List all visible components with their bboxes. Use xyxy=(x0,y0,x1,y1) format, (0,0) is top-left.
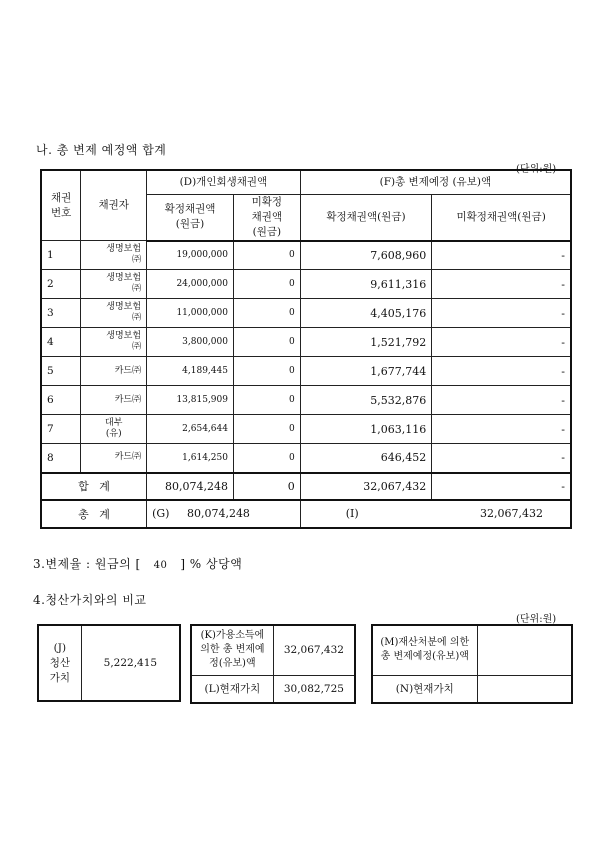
header-creditor-no: 채권 번호 xyxy=(41,170,81,241)
d-confirmed-value: 13,815,909 xyxy=(147,386,234,415)
row-no: 3 xyxy=(41,299,81,328)
creditor-name: 카드㈜ xyxy=(81,444,147,473)
i-label: (I) xyxy=(345,507,359,520)
unit-label: (단위:원) xyxy=(516,164,557,175)
subtotal-row xyxy=(41,473,571,500)
available-income-box xyxy=(190,624,356,704)
d-confirmed-value: 2,654,644 xyxy=(147,415,234,444)
f-confirmed-value: 9,611,316 xyxy=(300,270,432,299)
header-group-f: (F)총 변제예정 (유보)액 xyxy=(300,170,571,194)
d-unconfirmed-value: 0 xyxy=(233,299,300,328)
j-label: (J) 청산 가치 xyxy=(38,625,81,701)
creditor-name: 카드㈜ xyxy=(81,386,147,415)
creditor-name: 생명보험 ㈜ xyxy=(81,241,147,270)
table-row xyxy=(41,415,571,444)
table-row xyxy=(41,386,571,415)
section4-title: 4.청산가치와의 비교 xyxy=(33,593,147,607)
f-unconfirmed-value: - xyxy=(432,328,571,357)
subtotal-label: 합 계 xyxy=(41,473,147,500)
header-d-confirmed: 확정채권액 (원금) xyxy=(147,194,234,241)
liquidation-value-box xyxy=(37,624,181,702)
header-f-unconfirmed: 미확정채권액(원금) xyxy=(432,194,571,241)
rate-prefix: 3.변제율 : 원금의 [ xyxy=(33,557,141,571)
d-unconfirmed-value: 0 xyxy=(233,386,300,415)
d-confirmed-value: 3,800,000 xyxy=(147,328,234,357)
row-no: 7 xyxy=(41,415,81,444)
f-confirmed-value: 1,521,792 xyxy=(300,328,432,357)
d-confirmed-value: 1,614,250 xyxy=(147,444,234,473)
m-label: (M)재산처분에 의한 총 변제예정(유보)액 xyxy=(372,625,477,675)
row-no: 6 xyxy=(41,386,81,415)
f-unconfirmed-value: - xyxy=(432,270,571,299)
subtotal-f-unconfirmed: - xyxy=(432,473,571,500)
j-value: 5,222,415 xyxy=(81,625,180,701)
d-unconfirmed-value: 0 xyxy=(233,328,300,357)
repayment-rate-line xyxy=(33,555,242,572)
table-row xyxy=(41,241,571,270)
d-unconfirmed-value: 0 xyxy=(233,270,300,299)
asset-disposal-box xyxy=(371,624,573,704)
grand-total-row xyxy=(41,500,571,528)
f-unconfirmed-value: - xyxy=(432,299,571,328)
f-unconfirmed-value: - xyxy=(432,241,571,270)
f-confirmed-value: 7,608,960 xyxy=(300,241,432,270)
f-unconfirmed-value: - xyxy=(432,357,571,386)
f-unconfirmed-value: - xyxy=(432,415,571,444)
g-value: 80,074,248 xyxy=(186,507,250,520)
creditor-name: 카드㈜ xyxy=(81,357,147,386)
row-no: 4 xyxy=(41,328,81,357)
rate-suffix: ] % 상당액 xyxy=(180,557,243,571)
f-confirmed-value: 1,677,744 xyxy=(300,357,432,386)
table-row xyxy=(41,444,571,473)
d-confirmed-value: 4,189,445 xyxy=(147,357,234,386)
unit-label-2: (단위:원) xyxy=(516,614,557,625)
m-value xyxy=(477,625,572,675)
f-confirmed-value: 4,405,176 xyxy=(300,299,432,328)
subtotal-d-unconfirmed: 0 xyxy=(233,473,300,500)
k-label: (K)가용소득에 의한 총 변제예 정(유보)액 xyxy=(191,625,273,675)
d-unconfirmed-value: 0 xyxy=(233,241,300,270)
rate-value: 40 xyxy=(153,560,168,571)
i-value: 32,067,432 xyxy=(480,507,543,520)
n-label: (N)현재가치 xyxy=(372,675,477,703)
row-no: 5 xyxy=(41,357,81,386)
n-value xyxy=(477,675,572,703)
f-confirmed-value: 1,063,116 xyxy=(300,415,432,444)
creditor-name: 생명보험 ㈜ xyxy=(81,270,147,299)
table-row xyxy=(41,328,571,357)
row-no: 2 xyxy=(41,270,81,299)
subtotal-d-confirmed: 80,074,248 xyxy=(147,473,234,500)
creditor-name: 생명보험 ㈜ xyxy=(81,328,147,357)
table-row xyxy=(41,357,571,386)
d-confirmed-value: 11,000,000 xyxy=(147,299,234,328)
header-creditor: 채권자 xyxy=(81,170,147,241)
header-f-confirmed: 확정채권액(원금) xyxy=(300,194,432,241)
f-confirmed-value: 646,452 xyxy=(300,444,432,473)
d-confirmed-value: 24,000,000 xyxy=(147,270,234,299)
creditor-name: 생명보험 ㈜ xyxy=(81,299,147,328)
l-label: (L)현재가치 xyxy=(191,675,273,703)
k-value: 32,067,432 xyxy=(273,625,355,675)
f-unconfirmed-value: - xyxy=(432,386,571,415)
d-unconfirmed-value: 0 xyxy=(233,444,300,473)
row-no: 8 xyxy=(41,444,81,473)
f-confirmed-value: 5,532,876 xyxy=(300,386,432,415)
table-row xyxy=(41,270,571,299)
row-no: 1 xyxy=(41,241,81,270)
header-group-d: (D)개인회생채권액 xyxy=(147,170,301,194)
g-label: (G) xyxy=(152,507,170,520)
creditor-name: 대부 (유) xyxy=(81,415,147,444)
d-unconfirmed-value: 0 xyxy=(233,357,300,386)
table-row xyxy=(41,299,571,328)
l-value: 30,082,725 xyxy=(273,675,355,703)
section-title: 나. 총 변제 예정액 합계 xyxy=(36,143,167,157)
d-confirmed-value: 19,000,000 xyxy=(147,241,234,270)
f-unconfirmed-value: - xyxy=(432,444,571,473)
d-unconfirmed-value: 0 xyxy=(233,415,300,444)
header-d-unconfirmed: 미확정 채권액 (원금) xyxy=(233,194,300,241)
subtotal-f-confirmed: 32,067,432 xyxy=(300,473,432,500)
repayment-table xyxy=(40,169,572,529)
grand-total-label: 총 계 xyxy=(41,500,147,528)
